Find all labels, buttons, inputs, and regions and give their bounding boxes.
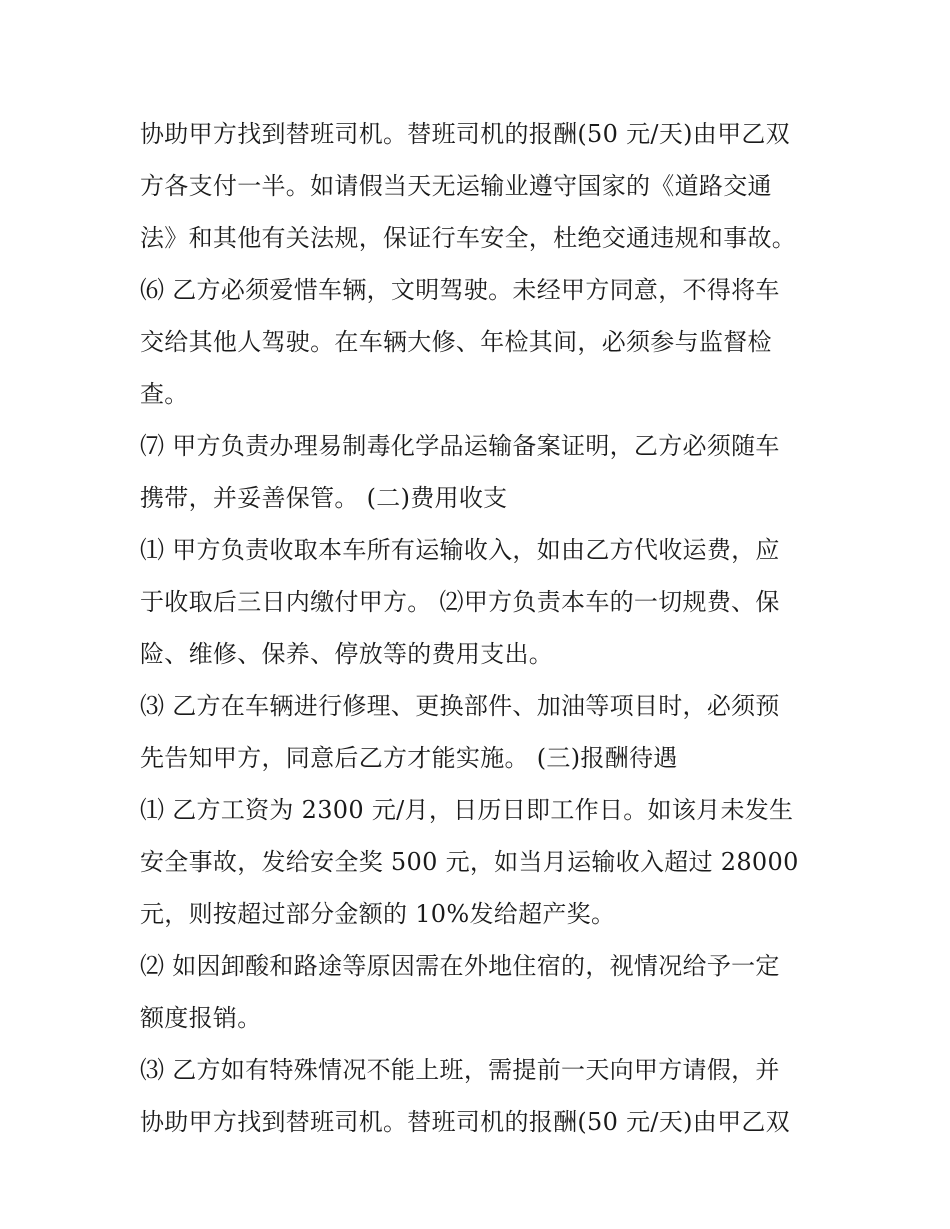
text-line: 方各支付一半。如请假当天无运输业遵守国家的《道路交通 [140, 172, 772, 200]
text-line: 先告知甲方，同意后乙方才能实施。 (三)报酬待遇 [140, 744, 678, 772]
text-line: 协助甲方找到替班司机。替班司机的报酬(50 元/天)由甲乙双 [140, 1108, 790, 1136]
text-line: ⑶ 乙方在车辆进行修理、更换部件、加油等项目时，必须预 [140, 692, 780, 720]
text-line: 交给其他人驾驶。在车辆大修、年检其间，必须参与监督检 [140, 328, 772, 356]
text-line: 协助甲方找到替班司机。替班司机的报酬(50 元/天)由甲乙双 [140, 120, 790, 148]
text-line: 安全事故，发给安全奖 500 元，如当月运输收入超过 28000 [140, 848, 799, 876]
text-line: ⑴ 甲方负责收取本车所有运输收入，如由乙方代收运费，应 [140, 536, 780, 564]
text-line: 法》和其他有关法规，保证行车安全，杜绝交通违规和事故。 [140, 224, 797, 252]
document-body [140, 108, 820, 1148]
text-line: ⑹ 乙方必须爱惜车辆，文明驾驶。未经甲方同意，不得将车 [140, 276, 780, 304]
text-line: ⑴ 乙方工资为 2300 元/月，日历日即工作日。如该月未发生 [140, 796, 794, 824]
text-line: 查。 [140, 380, 189, 408]
text-line: ⑵ 如因卸酸和路途等原因需在外地住宿的，视情况给予一定 [140, 952, 780, 980]
text-line: 险、维修、保养、停放等的费用支出。 [140, 640, 554, 668]
text-line: ⑺ 甲方负责办理易制毒化学品运输备案证明，乙方必须随车 [140, 432, 780, 460]
text-line: 于收取后三日内缴付甲方。 ⑵甲方负责本车的一切规费、保 [140, 588, 780, 616]
text-line: 携带，并妥善保管。 (二)费用收支 [140, 484, 508, 512]
text-line: 额度报销。 [140, 1004, 262, 1032]
text-line: 元，则按超过部分金额的 10%发给超产奖。 [140, 900, 616, 928]
text-line: ⑶ 乙方如有特殊情况不能上班，需提前一天向甲方请假，并 [140, 1056, 780, 1084]
